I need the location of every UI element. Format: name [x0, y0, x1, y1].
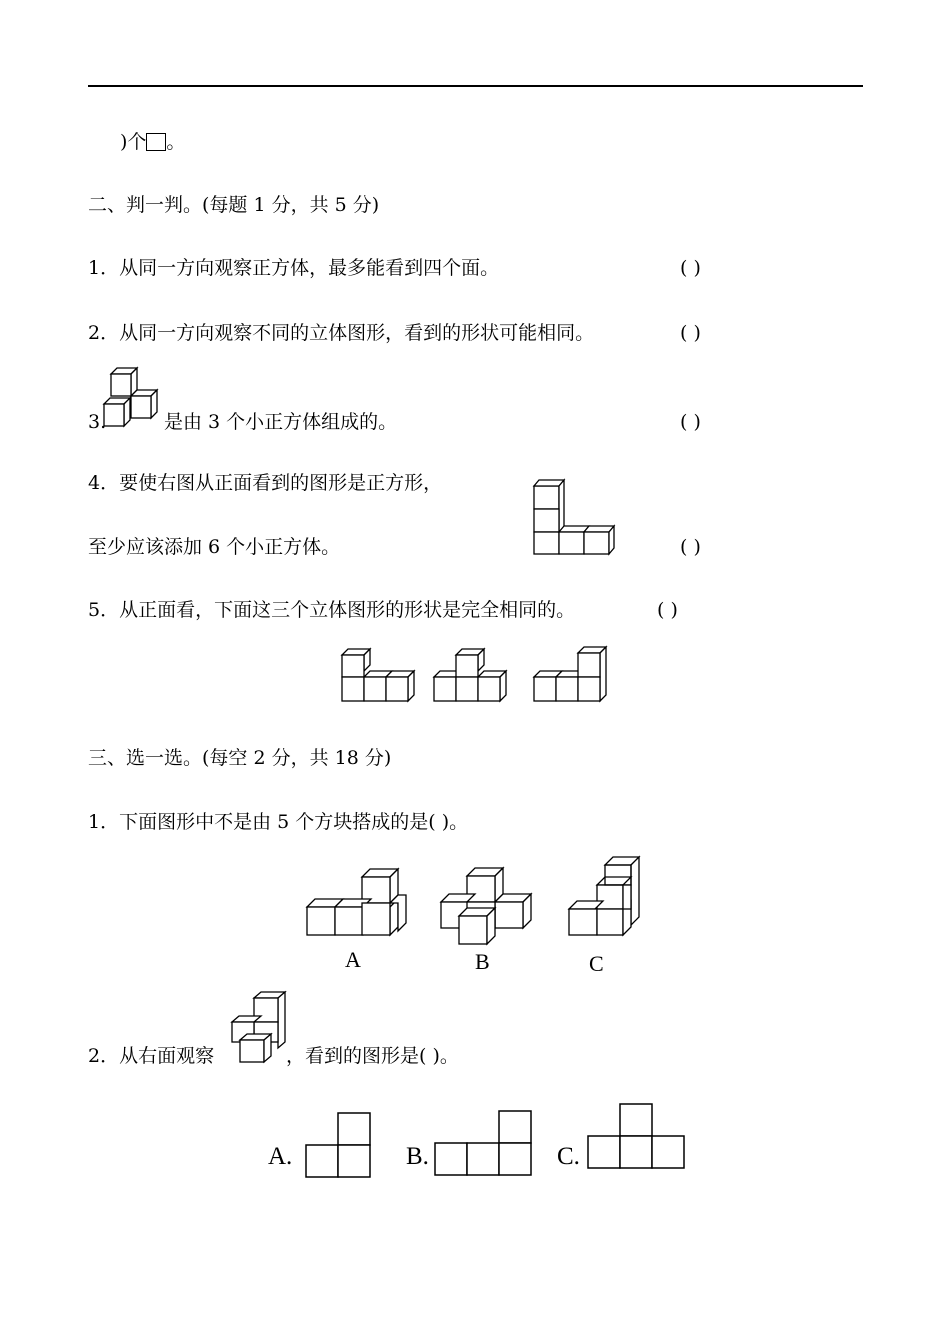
- header-rule: [88, 85, 863, 87]
- choose-q1-label-c[interactable]: C: [589, 951, 604, 976]
- judge-q1-text: 1．从同一方向观察正方体，最多能看到四个面。: [88, 257, 500, 279]
- judge-q2-text: 2．从同一方向观察不同的立体图形，看到的形状可能相同。: [88, 322, 595, 344]
- choose-q2-cube-figure: [228, 990, 290, 1066]
- choose-q1-label-a[interactable]: A: [345, 947, 361, 972]
- choose-q1-figure-c: [565, 855, 649, 939]
- cube-top: [111, 368, 137, 396]
- choose-q2-option-c-shape[interactable]: [587, 1103, 687, 1171]
- cube-front: [104, 398, 130, 426]
- judge-q3-answer-blank[interactable]: ( ): [680, 411, 701, 433]
- q5-figure-2: [430, 645, 514, 705]
- judge-q2-answer-blank[interactable]: ( ): [680, 322, 701, 344]
- q5-figure-3: [530, 645, 614, 705]
- choose-q1-figure-a: [303, 860, 413, 940]
- judge-q3-text: 是由 3 个小正方体组成的。: [164, 411, 398, 433]
- choose-q1-label-b[interactable]: B: [475, 949, 490, 974]
- choose-q1-figure-b: [437, 864, 541, 948]
- continued-question-fragment: )个 。: [120, 131, 186, 153]
- choose-q2-label-b[interactable]: B.: [406, 1143, 429, 1170]
- cube-right: [131, 390, 157, 418]
- judge-q4-text-line2: 至少应该添加 6 个小正方体。: [88, 536, 341, 558]
- q5-figure-1: [338, 645, 418, 705]
- choose-q2-option-a-shape[interactable]: [305, 1112, 373, 1178]
- choose-q2-label-c[interactable]: C.: [557, 1143, 580, 1170]
- judge-q4-answer-blank[interactable]: ( ): [680, 536, 701, 558]
- section3-title: 三、选一选。(每空 2 分，共 18 分): [88, 747, 392, 769]
- choose-q2-option-b-shape[interactable]: [434, 1110, 534, 1178]
- judge-q5-text: 5．从正面看，下面这三个立体图形的形状是完全相同的。: [88, 599, 576, 621]
- square-icon: [146, 133, 166, 151]
- judge-q5-answer-blank[interactable]: ( ): [657, 599, 678, 621]
- judge-q3-number: 3.: [88, 411, 107, 433]
- q4-cube-figure: [528, 476, 612, 558]
- choose-q2-text-prefix: 2．从右面观察: [88, 1045, 215, 1067]
- section2-title: 二、判一判。(每题 1 分，共 5 分): [88, 194, 380, 216]
- q3-cube-figure: [100, 366, 166, 432]
- judge-q1-answer-blank[interactable]: ( ): [680, 257, 701, 279]
- choose-q2-label-a[interactable]: A.: [268, 1143, 293, 1170]
- judge-q4-text-line1: 4．要使右图从正面看到的图形是正方形，: [88, 472, 443, 494]
- choose-q2-text-suffix: ，看到的图形是( )。: [286, 1045, 459, 1067]
- choose-q1-text: 1．下面图形中不是由 5 个方块搭成的是( )。: [88, 811, 469, 833]
